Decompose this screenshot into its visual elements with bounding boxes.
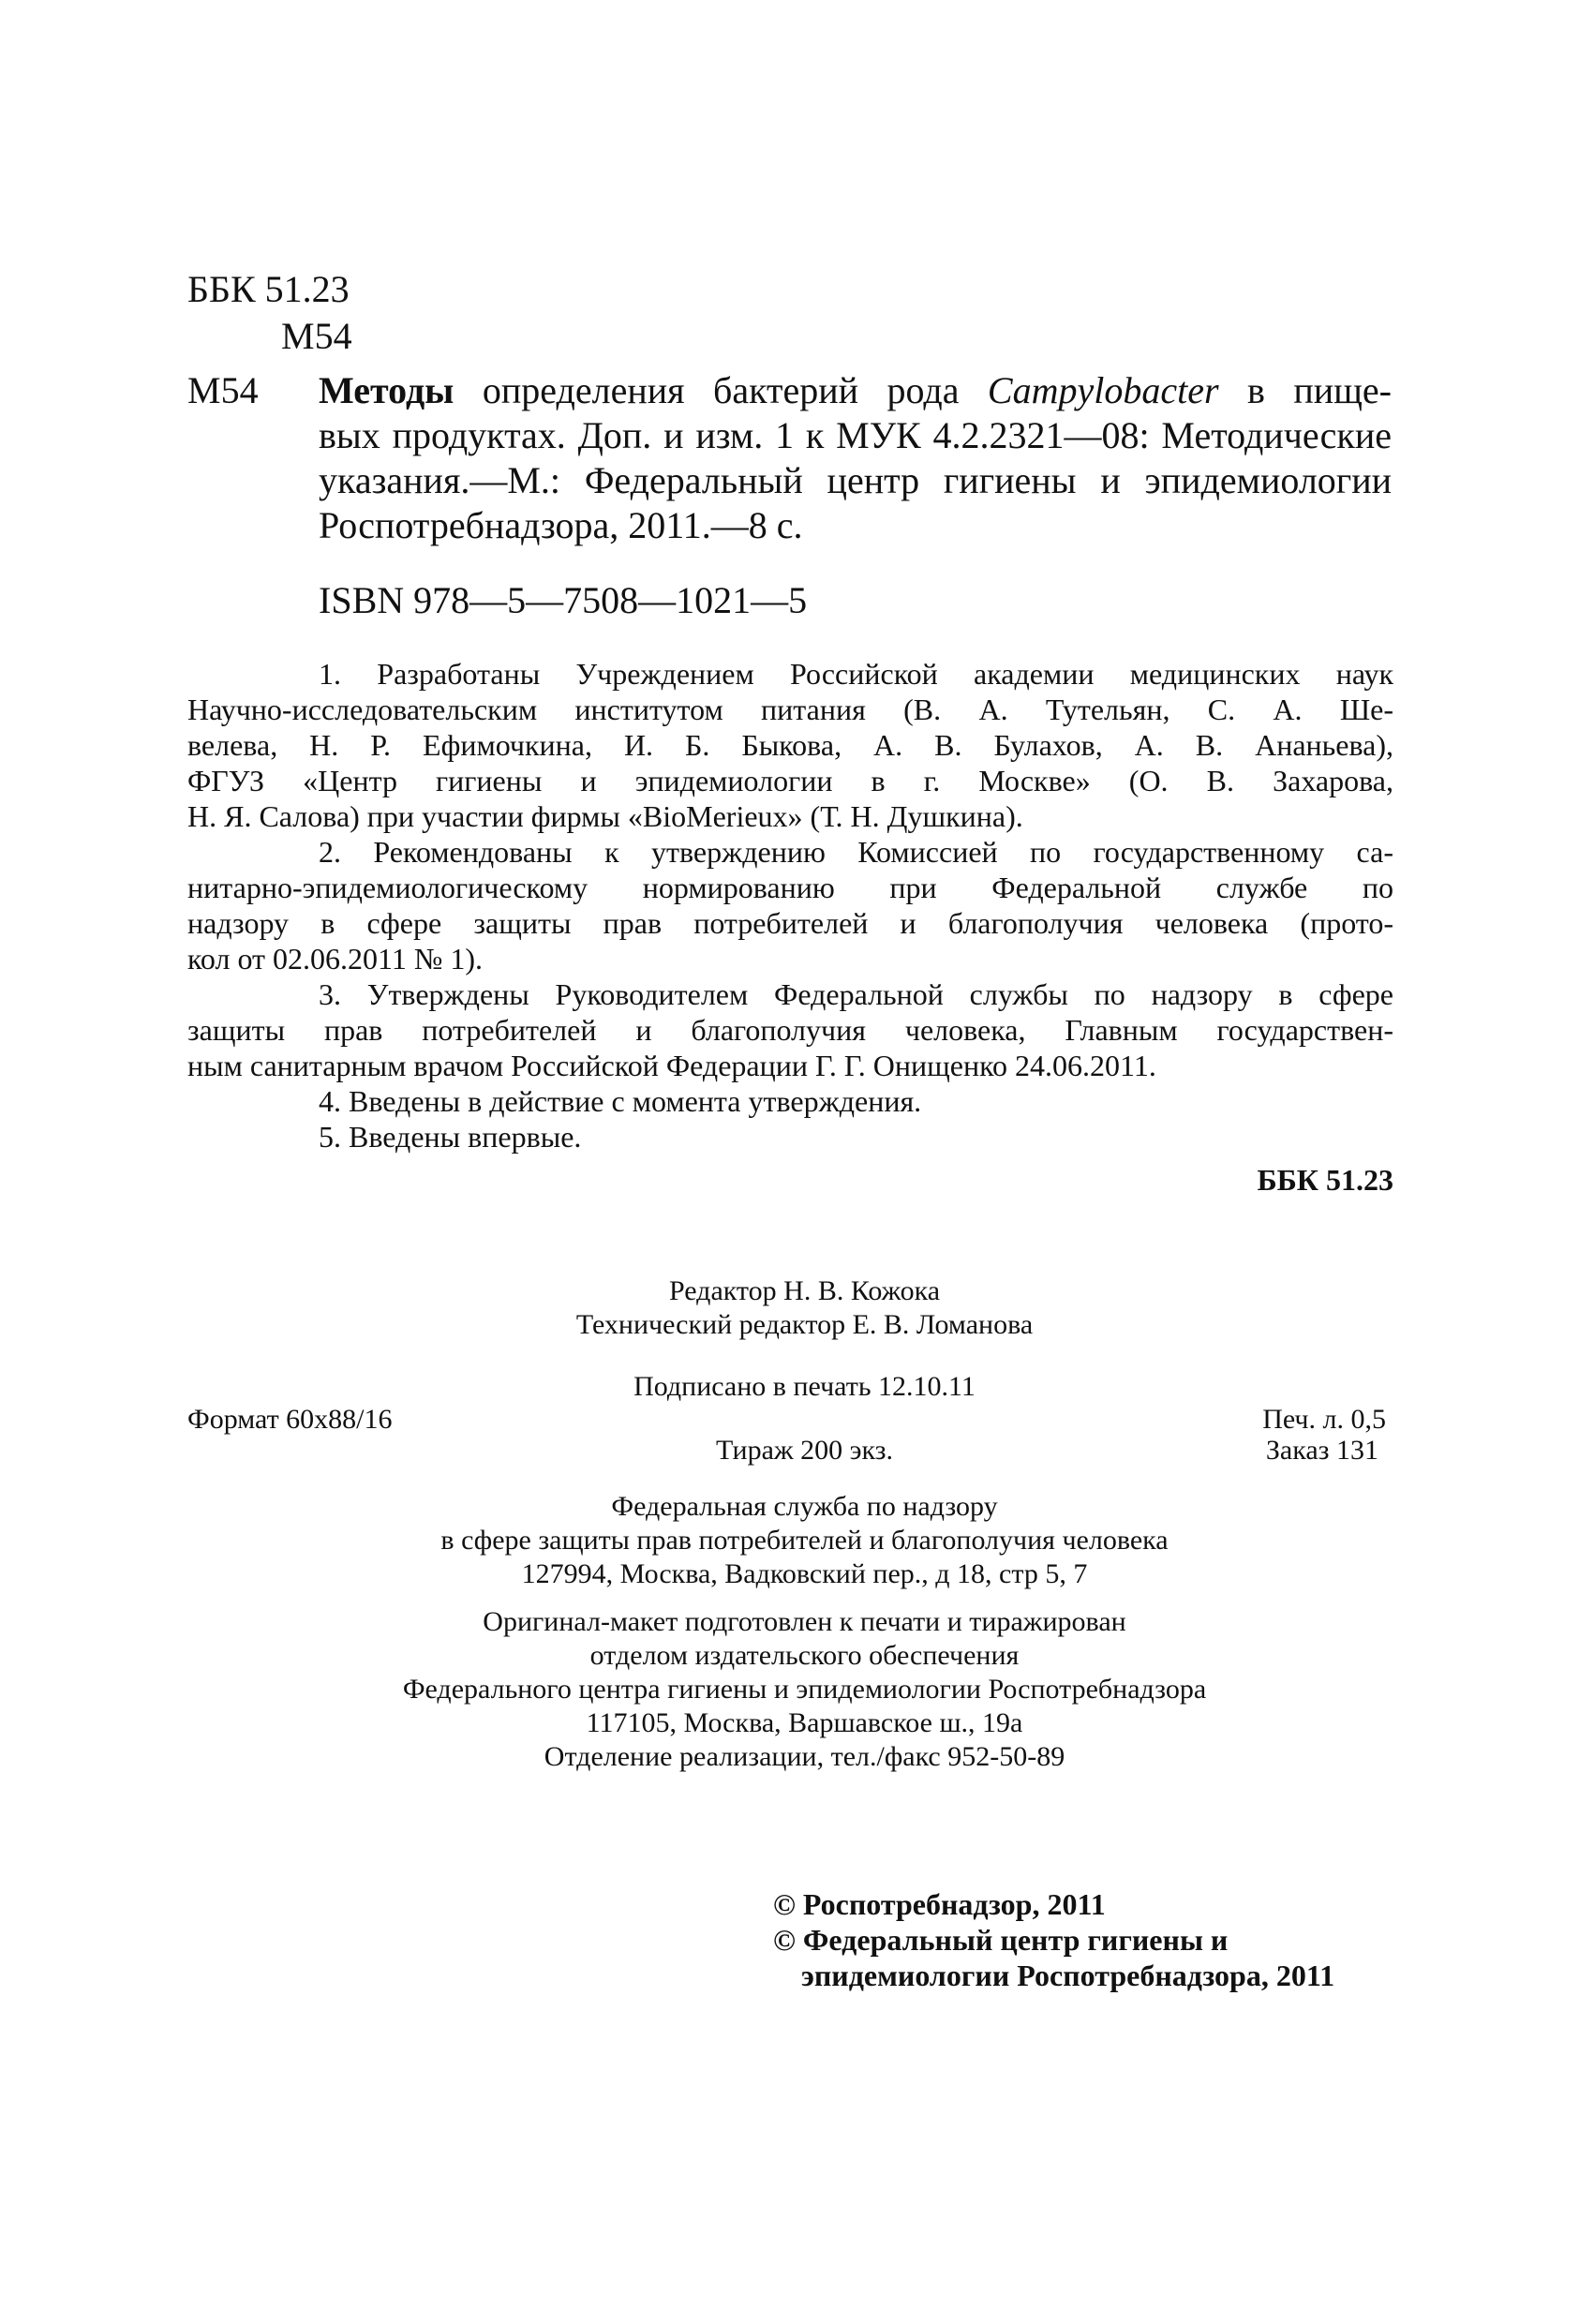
note-1-line: велева, Н. Р. Ефимочкина, И. Б. Быкова, А. В. Булахов, А. В. Ананьева), (187, 728, 1393, 762)
citation-title: Методы (319, 369, 454, 411)
publication-notes (187, 656, 1393, 1155)
prepress-address: 117105, Москва, Варшавское ш., 19а (586, 1707, 1023, 1738)
bbk-index: ББК 51.23 (187, 268, 350, 310)
citation-line: вых продуктах. Доп. и изм. 1 к МУК 4.2.2321—08: Методические (319, 414, 1392, 456)
note-3-line: ным санитарным врачом Российской Федерации Г. Г. Онищенко 24.06.2011. (187, 1049, 1156, 1082)
publisher-line: в сфере защиты прав потребителей и благополучия человека (440, 1525, 1169, 1556)
entry-code: М54 (187, 369, 259, 411)
order-number: Заказ 131 (1265, 1435, 1378, 1466)
editor: Редактор Н. В. Кожока (668, 1275, 941, 1306)
note-2-line: 2. Рекомендованы к утверждению Комиссией по государственному са- (319, 835, 1393, 869)
print-run: Тираж 200 экз. (715, 1435, 894, 1466)
technical-editor: Технический редактор Е. В. Ломанова (575, 1309, 1034, 1340)
sales-contact: Отделение реализации, тел./факс 952-50-89 (544, 1741, 1065, 1772)
prepress-line: Федерального центра гигиены и эпидемиологии Роспотребнадзора (402, 1674, 1207, 1705)
note-1-line: Научно-исследовательским институтом питания (В. А. Тутельян, С. А. Ше- (187, 693, 1393, 726)
print-sheets: Печ. л. 0,5 (1262, 1404, 1386, 1435)
publisher-line: Федеральная служба по надзору (611, 1491, 998, 1522)
citation-line: Методы определения бактерий рода Campylobacter в пище- (319, 369, 1393, 411)
note-1-line: 1. Разработаны Учреждением Российской академии медицинских наук (319, 657, 1393, 691)
editors-block (7, 1274, 1594, 1342)
copyright-line: эпидемиологии Роспотребнадзора, 2011 (801, 1959, 1335, 1992)
genus-name: Campylobacter (987, 369, 1219, 411)
bbk-index-right: ББК 51.23 (1257, 1163, 1393, 1197)
signed-to-print: Подписано в печать 12.10.11 (633, 1371, 976, 1402)
copyright-line: © Роспотребнадзор, 2011 (773, 1887, 1106, 1921)
note-2-line: надзору в сфере защиты прав потребителей и благополучия человека (прото- (187, 906, 1393, 940)
note-4: 4. Введены в действие с момента утверждения. (319, 1084, 922, 1118)
note-1-line: Н. Я. Салова) при участии фирмы «BioMerieux» (Т. Н. Душкина). (187, 799, 1023, 833)
note-3-line: 3. Утверждены Руководителем Федеральной службы по надзору в сфере (319, 977, 1393, 1011)
note-3-line: защиты прав потребителей и благополучия человека, Главным государствен- (187, 1013, 1393, 1047)
note-1-line: ФГУЗ «Центр гигиены и эпидемиологии в г. Москве» (О. В. Захарова, (187, 764, 1393, 797)
prepress-line: Оригинал-макет подготовлен к печати и тиражирован (483, 1606, 1126, 1637)
copyright-line: © Федеральный центр гигиены и (773, 1923, 1229, 1957)
citation-line: указания.—М.: Федеральный центр гигиены и эпидемиологии (319, 459, 1392, 501)
bibliographic-citation (319, 368, 1392, 548)
publisher-address: 127994, Москва, Вадковский пер., д 18, стр 5, 7 (521, 1558, 1088, 1589)
note-5: 5. Введены впервые. (319, 1120, 582, 1154)
copyright-block (773, 1886, 1334, 1993)
prepress-line: отделом издательского обеспечения (589, 1640, 1020, 1671)
isbn: ISBN 978—5—7508—1021—5 (319, 579, 808, 621)
prepress-block (7, 1605, 1594, 1774)
publisher-block (7, 1490, 1594, 1591)
note-2-line: кол от 02.06.2011 № 1). (187, 942, 484, 976)
paper-format: Формат 60x88/16 (187, 1404, 393, 1435)
citation-line: Роспотребнадзора, 2011.—8 с. (319, 504, 803, 546)
author-mark: М54 (281, 315, 352, 357)
note-2-line: нитарно-эпидемиологическому нормированию при Федеральной службе по (187, 871, 1393, 904)
